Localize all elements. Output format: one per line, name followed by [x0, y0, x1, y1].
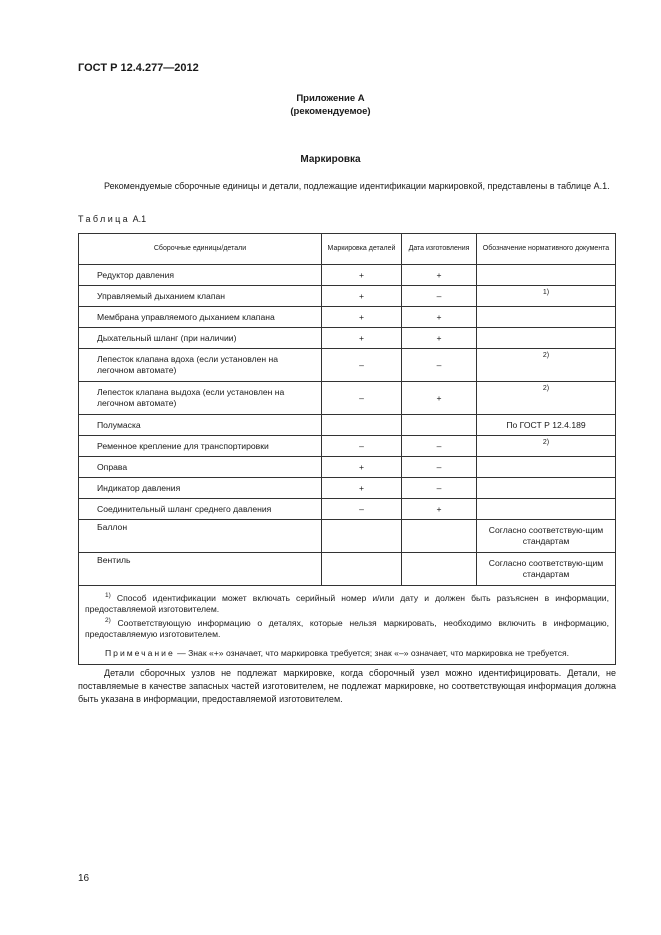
- column-header-date: Дата изготовления: [402, 234, 477, 265]
- row-marking-value: –: [322, 382, 402, 415]
- table-row: [79, 499, 616, 520]
- row-assembly-name: Баллон: [79, 520, 322, 553]
- row-document-cell: [477, 520, 616, 553]
- table-row: [79, 265, 616, 286]
- column-header-document: Обозначение нормативного документа: [477, 234, 616, 265]
- row-marking-value: +: [322, 457, 402, 478]
- footnote-2: [85, 615, 609, 640]
- row-date-value: –: [402, 478, 477, 499]
- row-marking-value: –: [322, 349, 402, 382]
- row-document-cell: [477, 499, 616, 520]
- row-document-value: Согласно соответствую-щим стандартам: [488, 558, 604, 579]
- row-document-cell: [477, 307, 616, 328]
- row-marking-value: –: [322, 499, 402, 520]
- row-date-value: [402, 553, 477, 586]
- row-document-cell: [477, 382, 616, 415]
- page-number: 16: [78, 873, 90, 884]
- marking-table: [78, 233, 616, 665]
- row-date-value: +: [402, 382, 477, 415]
- row-assembly-name: Мембрана управляемого дыханием клапана: [79, 307, 322, 328]
- column-header-assembly: Сборочные единицы/детали: [79, 234, 322, 265]
- row-document-cell: [477, 436, 616, 457]
- row-date-value: –: [402, 286, 477, 307]
- annex-subtitle: (рекомендуемое): [290, 106, 371, 117]
- table-row: [79, 382, 616, 415]
- table-row: [79, 307, 616, 328]
- row-assembly-name: Дыхательный шланг (при наличии): [79, 328, 322, 349]
- row-date-value: [402, 520, 477, 553]
- row-marking-value: +: [322, 478, 402, 499]
- table-row: [79, 553, 616, 586]
- note-text: — Знак «+» означает, что маркировка требуется; знак «–» означает, что маркировка не требуется.: [174, 647, 570, 658]
- row-document-cell: [477, 457, 616, 478]
- annex-title: Приложение А: [296, 93, 365, 104]
- table-row: [79, 415, 616, 436]
- row-assembly-name: Ременное крепление для транспортировки: [79, 436, 322, 457]
- row-date-value: [402, 415, 477, 436]
- row-date-value: +: [402, 328, 477, 349]
- row-marking-value: [322, 553, 402, 586]
- row-footnote-ref: 2): [542, 385, 550, 392]
- table-row: [79, 457, 616, 478]
- footnote-2-text: Соответствующую информацию о деталях, которые нельзя маркировать, необходимо включить в информацию, предоставляемую изготовителем.: [85, 617, 609, 639]
- row-date-value: –: [402, 457, 477, 478]
- table-row: [79, 328, 616, 349]
- row-document-value: По ГОСТ Р 12.4.189: [506, 419, 586, 430]
- annex-heading: [0, 92, 661, 118]
- section-title: Маркировка: [300, 154, 361, 165]
- row-date-value: –: [402, 436, 477, 457]
- row-document-cell: [477, 265, 616, 286]
- row-marking-value: +: [322, 328, 402, 349]
- intro-paragraph: Рекомендуемые сборочные единицы и детали, подлежащие идентификации маркировкой, представлены в таблице А.1.: [104, 181, 610, 191]
- table-notes: [79, 586, 616, 665]
- table-row: [79, 286, 616, 307]
- row-marking-value: [322, 415, 402, 436]
- table-row: [79, 478, 616, 499]
- row-assembly-name: Управляемый дыханием клапан: [79, 286, 322, 307]
- row-document-cell: [477, 349, 616, 382]
- row-assembly-name: Оправа: [79, 457, 322, 478]
- footnote-2-mark: 2): [105, 616, 111, 624]
- row-document-value: Согласно соответствую-щим стандартам: [488, 525, 604, 546]
- row-assembly-name: Соединительный шланг среднего давления: [79, 499, 322, 520]
- row-assembly-name: Редуктор давления: [79, 265, 322, 286]
- row-date-value: +: [402, 307, 477, 328]
- row-date-value: +: [402, 499, 477, 520]
- row-date-value: +: [402, 265, 477, 286]
- row-document-cell: [477, 286, 616, 307]
- row-footnote-ref: 1): [542, 289, 550, 296]
- row-document-cell: [477, 553, 616, 586]
- row-document-cell: [477, 328, 616, 349]
- row-footnote-ref: 2): [542, 439, 550, 446]
- row-document-cell: [477, 415, 616, 436]
- footnote-1-text: Способ идентификации может включать серийный номер и/или дату и должен быть разъяснен в информации, предоставляемой изготовителем.: [85, 592, 609, 614]
- row-assembly-name: Вентиль: [79, 553, 322, 586]
- table-caption-prefix: Таблица: [78, 214, 131, 224]
- row-marking-value: –: [322, 436, 402, 457]
- standard-header: ГОСТ Р 12.4.277—2012: [78, 62, 199, 74]
- row-assembly-name: Полумаска: [79, 415, 322, 436]
- row-footnote-ref: 2): [542, 352, 550, 359]
- note-label: Примечание: [105, 647, 175, 658]
- row-marking-value: +: [322, 265, 402, 286]
- table-caption: [78, 214, 146, 224]
- row-assembly-name: Индикатор давления: [79, 478, 322, 499]
- table-note: [85, 648, 609, 659]
- table-caption-number: А.1: [132, 214, 147, 224]
- footnote-1: [85, 590, 609, 615]
- row-marking-value: [322, 520, 402, 553]
- row-date-value: –: [402, 349, 477, 382]
- closing-paragraph: Детали сборочных узлов не подлежат маркировке, когда сборочный узел можно идентифицировать. Детали, не поставляемые в качестве запасных частей изготовителем, не подлежат маркировке, но соответствующая информация должна быть указана в информации, предоставляемой изготовителем.: [78, 668, 616, 704]
- row-marking-value: +: [322, 307, 402, 328]
- footnote-1-mark: 1): [105, 592, 111, 599]
- row-assembly-name: Лепесток клапана выдоха (если установлен на легочном автомате): [79, 382, 322, 415]
- row-document-cell: [477, 478, 616, 499]
- row-marking-value: +: [322, 286, 402, 307]
- row-assembly-name: Лепесток клапана вдоха (если установлен на легочном автомате): [79, 349, 322, 382]
- column-header-marking: Маркировка деталей: [322, 234, 402, 265]
- table-row: [79, 520, 616, 553]
- table-row: [79, 349, 616, 382]
- table-row: [79, 436, 616, 457]
